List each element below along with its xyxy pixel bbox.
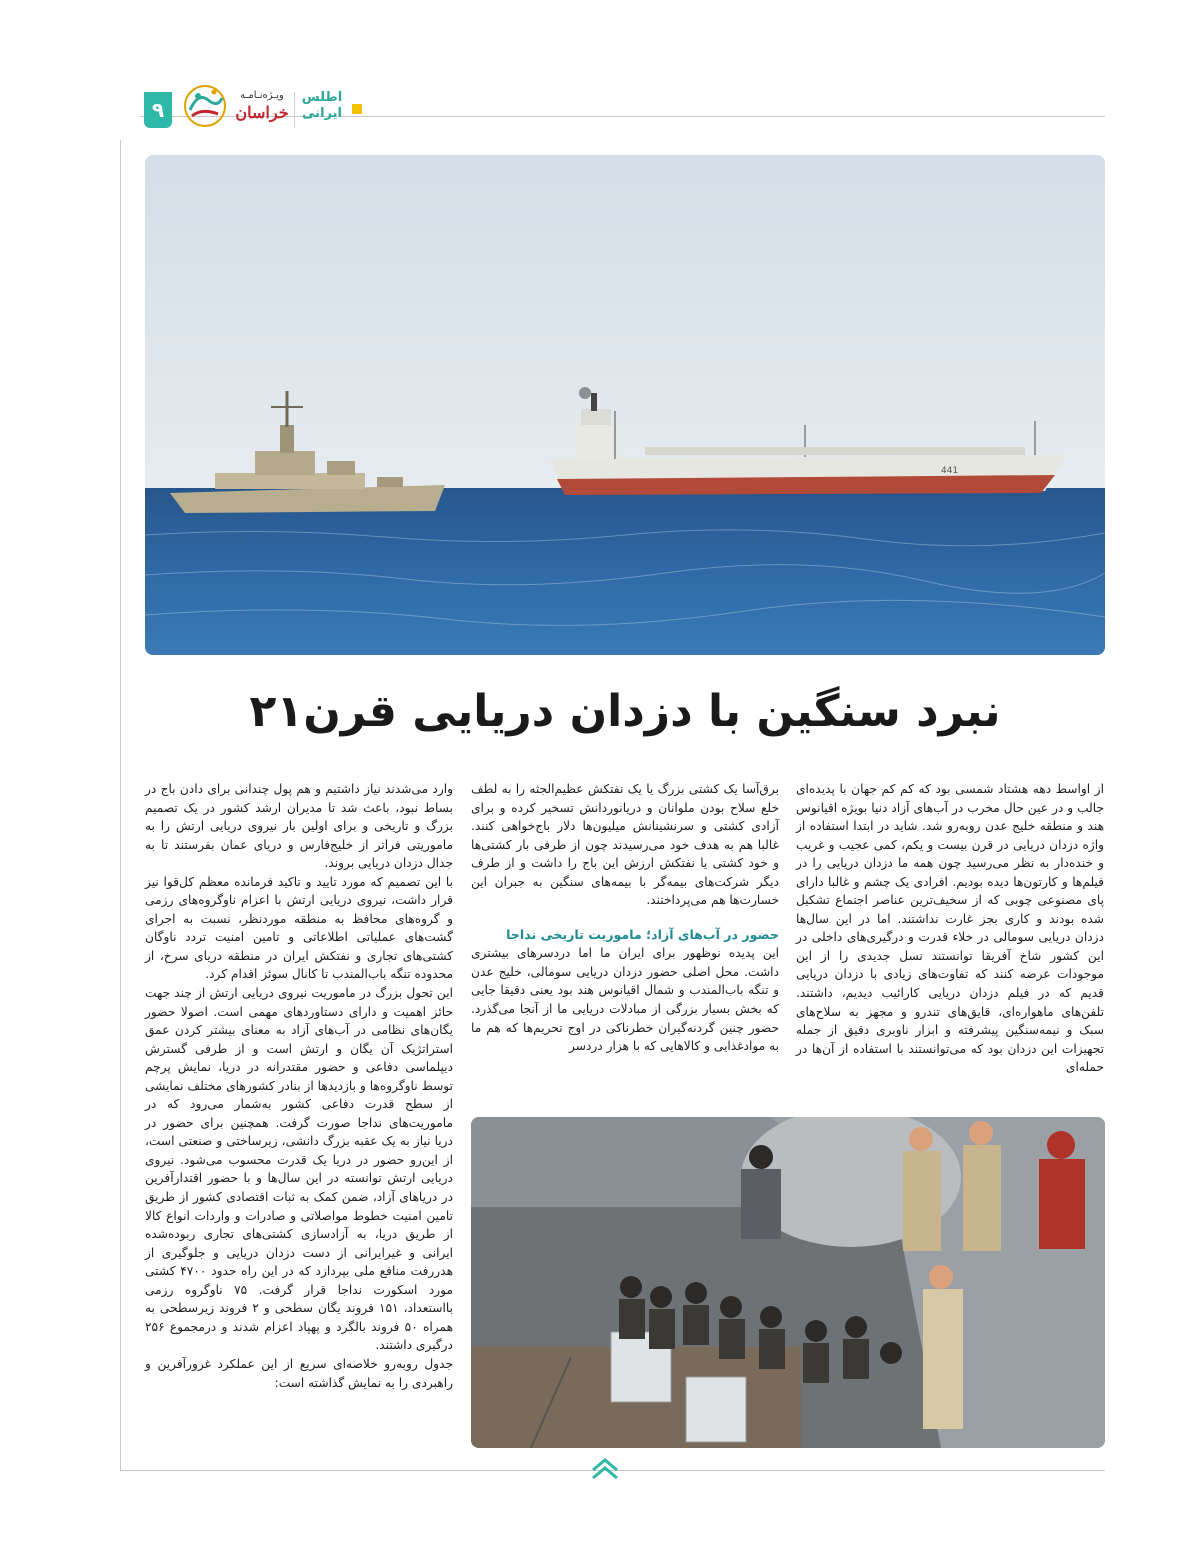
article-headline: نبرد سنگین با دزدان دریایی قرن۲۱ <box>249 686 1001 737</box>
article-column-2 <box>471 780 779 1056</box>
paragraph: جدول روبه‌رو خلاصه‌ای سریع از این عملکرد غرورآفرین و راهبردی را به نمایش گذاشته است: <box>145 1356 453 1390</box>
svg-text:441: 441 <box>941 466 959 476</box>
header-divider <box>294 92 295 128</box>
page-number: ۹ <box>144 92 172 128</box>
section-tag-line1: اطلس <box>301 90 343 105</box>
magazine-logo <box>178 80 232 132</box>
brand-block <box>232 90 292 122</box>
brand-name: خراسان <box>235 103 289 122</box>
section-tag <box>298 90 346 122</box>
paragraph: از اواسط دهه هشتاد شمسی بود که کم کم جهان با پدیده‌ای جالب و در عین حال مخرب در آب‌های آزاد دنیا بویژه اقیانوس هند و منطقه خلیج عدن روبه‌رو شد. شاید در ابتدا استفاده از واژه دزدان دریایی در قرن بیست و یکم، کمی عجیب و غریب و خنده‌دار به نظر می‌رسید چون همه ما دزدان دریایی را در فیلم‌ها و کارتون‌ها دیده بودیم. افرادی یک چشم و غالبا دارای پای مصنوعی چوبی که از سخیف‌ترین عناصر اجتماع تشکیل شده بودند و کاری بجز غارت نداشتند. اما در این سال‌ها دزدان دریایی سومالی در خلاء قدرت و درگیری‌های داخلی در این کشور شاخ آفریقا توانستند نسل جدیدی را از این موجودات عرضه کنند که تفاوت‌های زیادی با دزدان دریایی قدیم که در فیلم دزدان دریایی کارائیب دیدیم، داشتند. تلفن‌های ماهواره‌ای، قایق‌های تندرو و مجهز به سلاح‌های سبک و نیمه‌سنگین پیشرفته و ابزار ناوبری دقیق از جمله تجهیزات این دزدان بود که می‌توانستند با استفاده از آن‌ها در حمله‌ای <box>796 782 1104 1075</box>
paragraph: با این تصمیم که مورد تایید و تاکید فرمانده معظم کل‌قوا نیز قرار داشت، نیروی دریایی ارتش با اعزام ناوگروه‌های رزمی و گروه‌های محافظ به منطقه موردنظر، نسبت به اجرای گشت‌های عملیاتی اطلاعاتی و تامین امنیت تردد ناوگان کشتی‌های تجاری و نفتکش ایران در منطقه دریای سرخ، از محدوده تنگه باب‌المندب تا کانال سوئز اقدام کرد. <box>145 874 453 982</box>
ships-photo <box>145 155 1105 655</box>
left-rule <box>120 140 121 1470</box>
footer-logo-mark <box>590 1456 620 1484</box>
section-marker <box>352 104 362 114</box>
paragraph: این پدیده نوظهور برای ایران ما اما دردسرهای بیشتری داشت. محل اصلی حضور دزدان دریایی سومالی، خلیج عدن و تنگه باب‌المندب و شمال اقیانوس هند بود یعنی دقیقا جایی که بخش بسیار بزرگی از مبادلات دریایی ما از آنجا می‌گذرد. حضور چنین گردنه‌گیران خطرناکی در اوج تحریم‌ها که هم ما به موادغذایی و کالاهایی که با هزار دردسر <box>471 946 779 1054</box>
article-column-3 <box>145 780 453 1392</box>
section-subheading: حضور در آب‌های آزاد؛ ماموریت تاریخی نداجا <box>506 926 779 942</box>
paragraph: این تحول بزرگ در ماموریت نیروی دریایی ارتش از چند جهت حائز اهمیت و دارای دستاوردهای مهمی است. اصولا حضور یگان‌های نظامی در آب‌های آزاد به معنای بیشتر کردن عمق استراتژیک آن یگان و ارتش است و از طرفی گسترش دیپلماسی دفاعی و حضور مقتدرانه در دریا، نمایش پرچم توسط ناوگروه‌ها و بازدیدها از بنادر کشورهای مختلف نمایشی از سطح قدرت دفاعی کشور به‌شمار می‌رود که در ماموریت‌های نداجا صورت گرفت. همچنین برای حضور در دریا نیاز به یک عقبه بزرگ دانشی، زیرساختی و صنعتی است، از این‌رو حضور در دریا یک قدرت محسوب می‌شود. نیروی دریایی ارتش توانسته در این سال‌ها و با حضور اقتدارآفرین در دریاهای آزاد، ضمن کمک به ثبات اقتصادی کشور از طریق تامین امنیت خطوط مواصلاتی و صادرات و واردات انواع کالا از طریق دریا، به آزادسازی کشتی‌های تجاری ربوده‌شده ایرانی و غیرایرانی از دست دزدان دریایی و جلوگیری از هدررفت منافع ملی بپردازد که در این راه حدود ۴۷۰۰ کشتی مورد اسکورت نداجا قرار گرفت. ۷۵ ناوگروه رزمی بااستعداد، ۱۵۱ فروند یگان سطحی و ۲ فروند زیرسطحی به همراه ۵۰ فروند بالگرد و پهپاد اعزام شدند و درمجموع ۲۵۶ درگیری داشتند. <box>145 986 454 1353</box>
article-column-1 <box>796 780 1104 1077</box>
section-tag-line2: ایرانی <box>302 106 342 121</box>
detained-pirates-photo <box>471 1117 1105 1448</box>
paragraph: برق‌آسا یک کشتی بزرگ یا یک نفتکش عظیم‌الجثه را به لطف خلع سلاح بودن ملوانان و دریانوردانش تسخیر کرده و برای آزادی کشتی و سرنشینانش میلیون‌ها دلار باج‌خواهی کنند. غالبا هم به هدف خود می‌رسیدند چون از طرفی بار کشتی‌ها و خود کشتی یا نفتکش ارزش این باج را داشت و از طرف دیگر شرکت‌های بیمه‌گر با بیمه‌های سنگین به جبران این خسارت‌ها هم می‌پرداختند. <box>471 782 779 908</box>
brand-supplement-label: ویـژه‌نـامـه <box>240 90 284 101</box>
paragraph: وارد می‌شدند نیاز داشتیم و هم پول چندانی برای دادن باج در بساط نبود، باعث شد تا مدیران ارشد کشور در یک تصمیم بزرگ و تاریخی و برای اولین بار نیروی دریایی ارتش را به ماموریتی فراتر از خلیج‌فارس و دریای عمان بفرستند تا به جدال دزدان دریایی بروند. <box>145 782 453 871</box>
